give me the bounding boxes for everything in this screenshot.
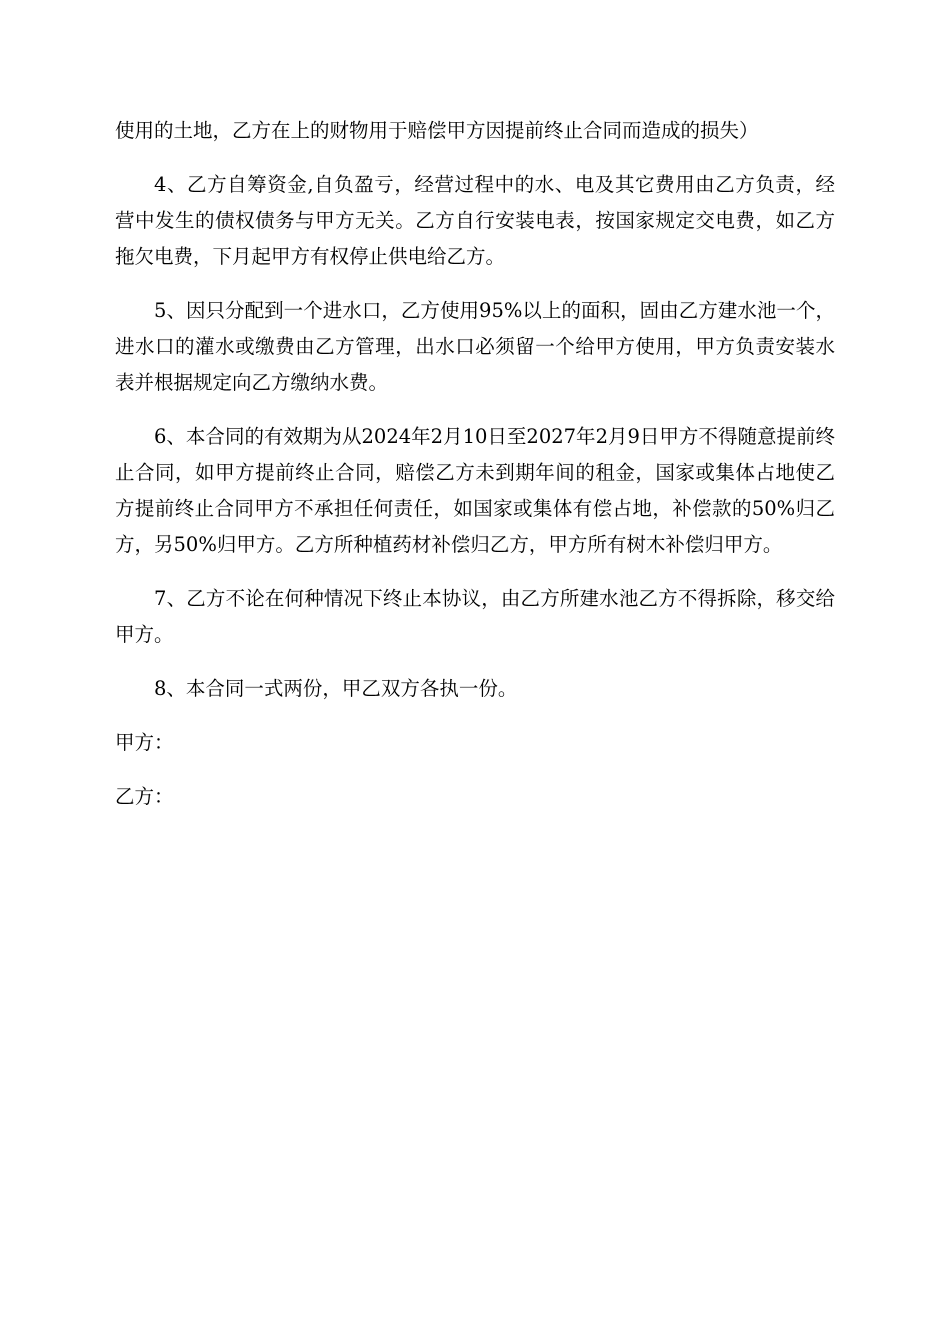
clause-4: 4、乙方自筹资金,自负盈亏，经营过程中的水、电及其它费用由乙方负责，经营中发生的债权债务与甲方无关。乙方自行安装电表，按国家规定交电费，如乙方拖欠电费，下月起甲方有权停止供电给乙方。 [115, 173, 835, 268]
party-b-signature-label: 乙方： [115, 785, 174, 808]
clause-6: 6、本合同的有效期为从2024年2月10日至2027年2月9日甲方不得随意提前终止合同，如甲方提前终止合同，赔偿乙方未到期年间的租金，国家或集体占地使乙方提前终止合同甲方不承担任何责任，如国家或集体有偿占地，补偿款的50%归乙方，另50%归甲方。乙方所种植药材补偿归乙方，甲方所有树木补偿归甲方。 [115, 425, 835, 556]
clause-8: 8、本合同一式两份，甲乙双方各执一份。 [154, 677, 518, 700]
paragraph-continuation: 使用的土地，乙方在上的财物用于赔偿甲方因提前终止合同而造成的损失） [115, 119, 759, 142]
document-body [115, 113, 835, 815]
party-a-signature-label: 甲方： [115, 731, 174, 754]
clause-7: 7、乙方不论在何种情况下终止本协议，由乙方所建水池乙方不得拆除，移交给甲方。 [115, 587, 835, 646]
clause-5: 5、因只分配到一个进水口，乙方使用95%以上的面积，固由乙方建水池一个，进水口的灌水或缴费由乙方管理，出水口必须留一个给甲方使用，甲方负责安装水表并根据规定向乙方缴纳水费。 [115, 299, 835, 394]
